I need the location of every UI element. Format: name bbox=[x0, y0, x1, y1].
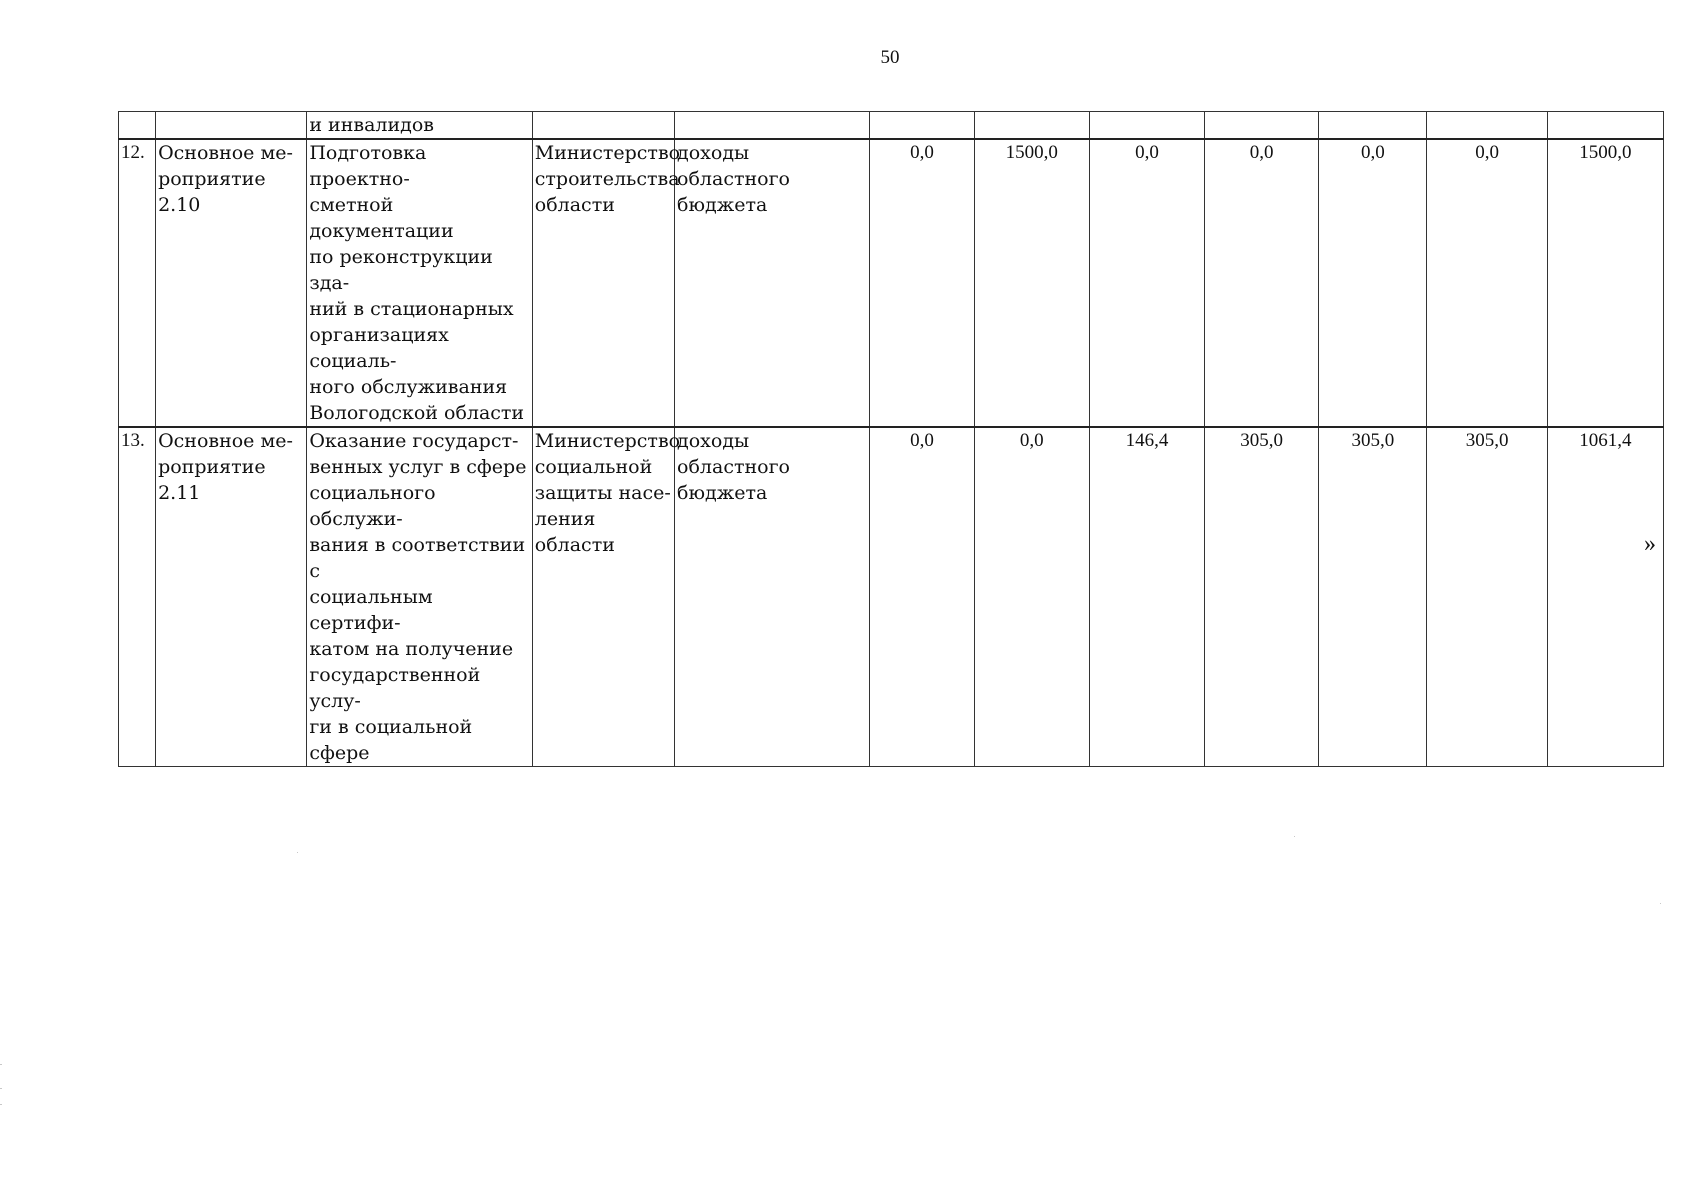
funding-source-cell: доходы областного бюджета bbox=[675, 139, 870, 427]
scan-speck bbox=[0, 1104, 2, 1105]
table-body bbox=[119, 112, 1664, 767]
row-number: 12. bbox=[119, 139, 156, 427]
row-number bbox=[119, 112, 156, 140]
scan-speck bbox=[0, 1088, 2, 1089]
activity-name-cell: и инвалидов bbox=[307, 112, 532, 140]
scan-speck bbox=[0, 1064, 2, 1065]
executor-cell: Министерство социальной защиты насе- ления области bbox=[532, 427, 674, 767]
page-number: 50 bbox=[880, 47, 900, 68]
year-value-cell bbox=[1427, 112, 1547, 140]
activity-name-cell: Подготовка проектно- сметной документации по реконструкции зда- ний в стационарных организациях социаль- ного обслуживания Вологодской области bbox=[307, 139, 532, 427]
total-value-cell: 1061,4 bbox=[1547, 427, 1663, 767]
budget-table bbox=[118, 111, 1664, 767]
year-value-cell: 305,0 bbox=[1319, 427, 1427, 767]
executor-cell bbox=[532, 112, 674, 140]
year-value-cell: 305,0 bbox=[1205, 427, 1319, 767]
executor-cell: Министерство строительства области bbox=[532, 139, 674, 427]
year-value-cell: 0,0 bbox=[1319, 139, 1427, 427]
year-value-cell bbox=[974, 112, 1089, 140]
scan-speck bbox=[1294, 836, 1295, 837]
year-value-cell: 1500,0 bbox=[974, 139, 1089, 427]
year-value-cell: 146,4 bbox=[1089, 427, 1204, 767]
year-value-cell bbox=[1089, 112, 1204, 140]
total-value-cell: 1500,0 bbox=[1547, 139, 1663, 427]
event-cell: Основное ме- роприятие 2.11 bbox=[156, 427, 307, 767]
funding-source-cell: доходы областного бюджета bbox=[675, 427, 870, 767]
year-value-cell: 0,0 bbox=[870, 139, 974, 427]
year-value-cell bbox=[1319, 112, 1427, 140]
year-value-cell: 0,0 bbox=[974, 427, 1089, 767]
total-value-cell bbox=[1547, 112, 1663, 140]
row-number: 13. bbox=[119, 427, 156, 767]
closing-quote: » bbox=[1644, 531, 1656, 557]
table-row bbox=[119, 427, 1664, 767]
scan-speck bbox=[1660, 903, 1661, 904]
event-cell: Основное ме- роприятие 2.10 bbox=[156, 139, 307, 427]
table-row bbox=[119, 112, 1664, 140]
year-value-cell bbox=[1205, 112, 1319, 140]
year-value-cell: 0,0 bbox=[1205, 139, 1319, 427]
year-value-cell bbox=[870, 112, 974, 140]
activity-name-cell: Оказание государст- венных услуг в сфере социального обслужи- вания в соответствии с социальным сертифи- катом на получение государственной услу- ги в социальной сфере bbox=[307, 427, 532, 767]
funding-source-cell bbox=[675, 112, 870, 140]
scan-speck bbox=[297, 852, 298, 853]
event-cell bbox=[156, 112, 307, 140]
year-value-cell: 0,0 bbox=[1427, 139, 1547, 427]
year-value-cell: 0,0 bbox=[870, 427, 974, 767]
table-row bbox=[119, 139, 1664, 427]
year-value-cell: 0,0 bbox=[1089, 139, 1204, 427]
year-value-cell: 305,0 bbox=[1427, 427, 1547, 767]
